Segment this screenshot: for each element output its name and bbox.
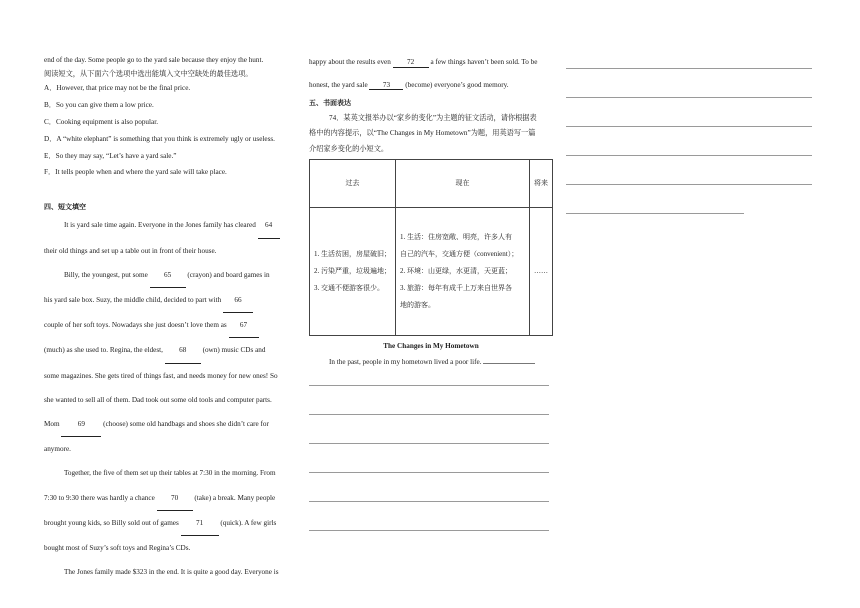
option-c: C．Cooking equipment is also popular. [44,117,158,126]
question-74: 74．某英文报举办以“家乡的变化”为主题的征文活动，请你根据表 格中的内容提示，以“The Changes in My Hometown”为题，用英语写一篇 介绍家乡变化的小短文。 [309,113,537,153]
writing-line[interactable] [309,443,549,444]
header-future: 将来 [530,160,553,208]
blank-65[interactable]: 65 [150,263,186,288]
passage-line: his yard sale box. Suzy, the middle child, decided to part with 66 [44,288,296,313]
table-header-row [310,160,553,208]
writing-line[interactable] [566,68,812,69]
passage-line: their old things and set up a table out in front of their house. [44,246,217,255]
cell-now: 1. 生活：住房宽敞、明亮，许多人有 自己的汽车，交通方便（convenient）； 2. 环境：山更绿，水更清，天更蓝； 3. 旅游：每年有成千上万来自世界各 地的游客。 [396,208,530,336]
blank-73[interactable]: 73 [369,81,403,91]
writing-line[interactable] [483,363,535,364]
writing-line[interactable] [309,472,549,473]
writing-lines [309,385,553,531]
column-middle [309,58,553,531]
passage-line: honest, the yard sale 73 (become) everyone’s good memory. [309,80,509,89]
writing-line[interactable] [566,213,744,214]
blank-64[interactable]: 64 [258,213,280,238]
blank-71[interactable]: 71 [181,511,219,536]
blank-72[interactable]: 72 [393,58,429,68]
passage-line: The Jones family made $323 in the end. It is quite a good day. Everyone is [64,568,279,577]
passage-line: Together, the five of them set up their tables at 7:30 in the morning. From [64,469,276,478]
option-b: B．So you can give them a low price. [44,101,154,110]
writing-line[interactable] [309,530,549,531]
passage-tail: end of the day. Some people go to the yard sale because they enjoy the hunt. [44,56,264,64]
section-4-title: 四、短文填空 [44,203,86,212]
section-5-title: 五、书面表达 [309,99,351,108]
option-f: F．It tells people when and where the yard sale will take place. [44,168,227,177]
passage-line: couple of her soft toys. Nowadays she just doesn’t love them as 67 [44,313,296,338]
writing-line[interactable] [309,414,549,415]
column-right [566,60,814,214]
cell-past: 1. 生活贫困，房屋破旧； 2. 污染严重，垃圾遍地； 3. 交通不便游客很少。 [310,208,396,336]
writing-line[interactable] [309,501,549,502]
header-past: 过去 [310,160,396,208]
cloze-passage [44,213,296,584]
header-now: 现在 [396,160,530,208]
blank-70[interactable]: 70 [157,486,193,511]
passage-line: anymore. [44,445,71,454]
column-left [44,56,296,585]
option-a: A．However, that price may not be the final price. [44,84,191,93]
passage-line: she wanted to sell all of them. Dad took out some old tools and computer parts. [44,395,272,404]
passage-line: brought young kids, so Billy sold out of games 71 (quick). A few girls [44,511,296,536]
blank-66[interactable]: 66 [223,288,253,313]
passage-line: It is yard sale time again. Everyone in the Jones family has cleared 64 [44,213,296,238]
passage-line: happy about the results even 72 a few things haven’t been sold. To be [309,58,538,66]
passage-line: 7:30 to 9:30 there was hardly a chance 70 (take) a break. Many people [44,486,296,511]
blank-68[interactable]: 68 [165,338,201,363]
option-d: D．A “white elephant” is something that you think is extremely ugly or useless. [44,134,275,143]
blank-69[interactable]: 69 [61,412,101,437]
writing-line[interactable] [566,126,812,127]
passage-line: Mom 69 (choose) some old handbags and shoes she didn’t care for [44,412,296,437]
writing-line[interactable] [566,97,812,98]
instruction-text: 阅读短文，从下面六个选项中选出能填入文中空缺处的最佳选项。 [44,69,253,78]
writing-line[interactable] [566,184,812,185]
essay-start: In the past, people in my hometown lived a poor life. [309,358,553,367]
passage-line: some magazines. She gets tired of things fast, and needs money for new ones! So [44,371,278,380]
writing-line[interactable] [309,385,549,386]
writing-line[interactable] [566,155,812,156]
hint-table [309,159,553,336]
table-row [310,208,553,336]
passage-line: (much) as she used to. Regina, the eldest, 68 (own) music CDs and [44,338,296,363]
option-list [44,84,296,177]
option-e: E．So they may say, “Let’s have a yard sale.” [44,151,177,160]
blank-67[interactable]: 67 [229,313,259,338]
cell-future: …… [530,208,553,336]
passage-line: bought most of Suzy’s soft toys and Regina’s CDs. [44,544,191,553]
passage-line: Billy, the youngest, put some 65 (crayon) and board games in [44,263,296,288]
essay-title: The Changes in My Hometown [383,342,479,351]
